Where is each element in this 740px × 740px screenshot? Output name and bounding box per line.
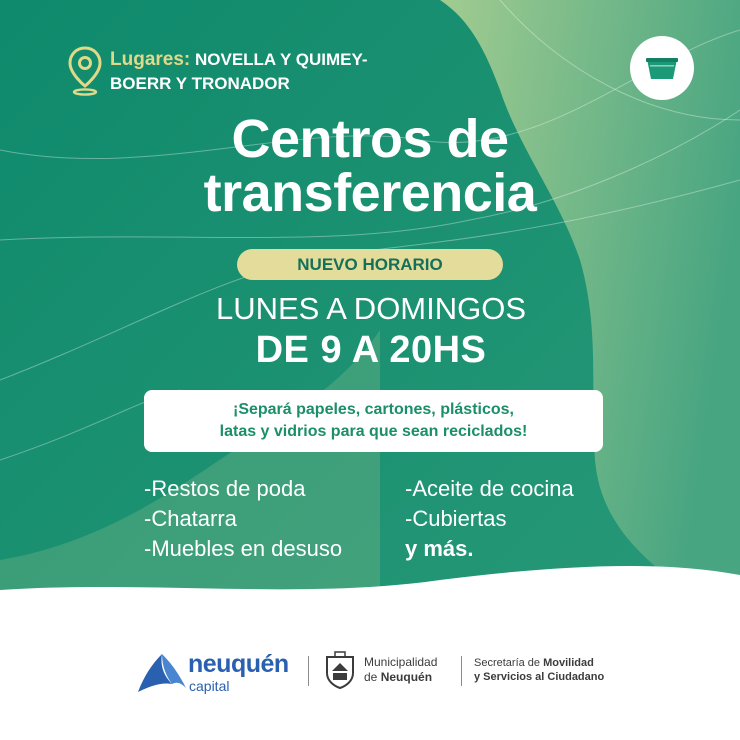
list-item-more: y más. — [405, 536, 474, 561]
notice-line1: ¡Separá papeles, cartones, plásticos, — [232, 401, 514, 418]
muni-line1: Municipalidad — [364, 655, 438, 669]
white-footer-wave — [0, 566, 740, 740]
list-item: -Cubiertas — [405, 506, 507, 531]
sec-line2: y Servicios al Ciudadano — [474, 671, 605, 683]
municipal-crest-icon — [324, 651, 356, 689]
page-title — [0, 109, 740, 223]
map-pin-icon — [68, 46, 102, 96]
list-item: -Aceite de cocina — [405, 476, 574, 501]
list-item: -Muebles en desuso — [144, 536, 343, 561]
location-line1: NOVELLA Y QUIMEY- — [194, 50, 368, 69]
muni-line2-prefix: de — [364, 670, 378, 684]
notice-line2: latas y vidrios para que sean reciclados! — [219, 423, 528, 440]
location-line2: BOERR Y TRONADOR — [110, 74, 290, 93]
bin-badge — [630, 36, 694, 100]
list-item: -Restos de poda — [144, 476, 306, 501]
footer-divider — [308, 656, 309, 686]
sec-line1-prefix: Secretaría de — [474, 657, 541, 669]
muni-line2-bold: Neuquén — [380, 670, 433, 684]
new-schedule-badge: NUEVO HORARIO — [237, 249, 503, 280]
location-label: Lugares: — [110, 49, 191, 70]
municipality-name — [364, 655, 437, 685]
title-line2: transferencia — [203, 163, 537, 223]
schedule-hours: DE 9 A 20HS — [255, 329, 487, 371]
neuquen-capital-logo-icon — [136, 648, 188, 696]
sec-line1-bold: Movilidad — [543, 657, 594, 669]
brand-sub: capital — [189, 678, 230, 694]
recycle-notice — [144, 390, 603, 452]
container-bin-icon — [646, 56, 678, 80]
list-item: -Chatarra — [144, 506, 237, 531]
footer-divider — [461, 656, 462, 686]
items-list-right — [405, 474, 574, 564]
location-text — [110, 48, 410, 96]
items-list-left — [144, 474, 342, 564]
title-line1: Centros de — [231, 109, 509, 169]
secretariat-name — [474, 656, 604, 684]
schedule-days: LUNES A DOMINGOS — [215, 291, 527, 326]
brand-name: neuquén — [188, 650, 289, 678]
